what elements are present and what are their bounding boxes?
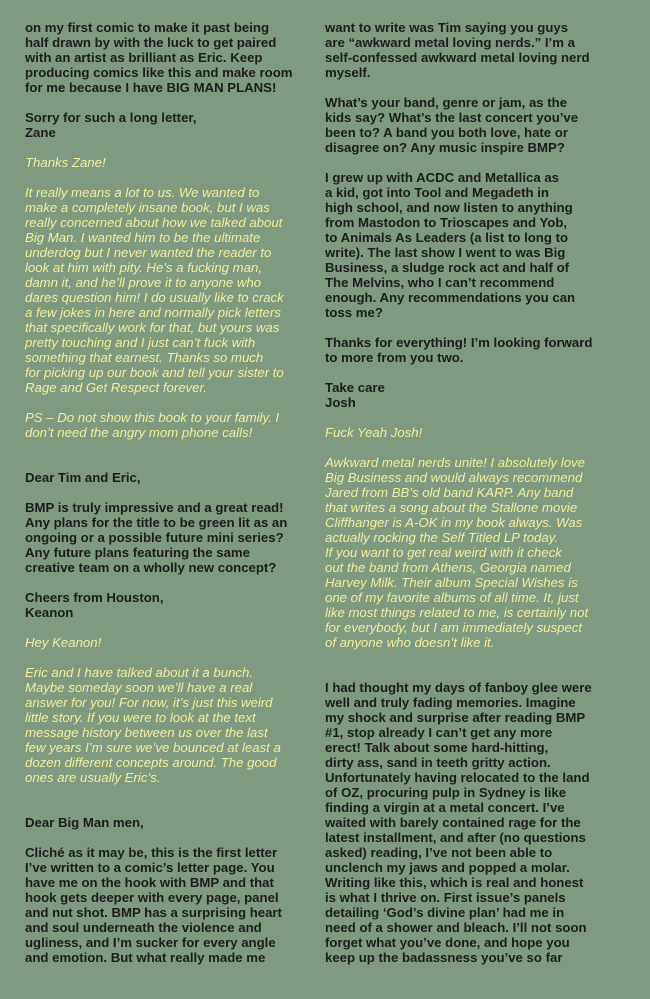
spacer	[325, 665, 607, 680]
reply-josh-body: Awkward metal nerds unite! I absolutely love Big Business and would always recommend Jared from BB’s old band KARP. Any band that writes a song about the Stallone movie Cliffhanger is A-OK in my book always. Was actually rocking the Self Titled LP today. If you want to get real weird with it check out the band from Athens, Georgia named Harvey Milk. Their album Special Wishes is one of my favorite albums of all time. It, just like most things related to me, is certainly not for everybody, but I am immediately suspect of anyone who doesn’t like it.	[325, 455, 589, 650]
reply-keanon-greeting: Hey Keanon!	[25, 635, 102, 650]
letter-josh-greeting: Dear Big Man men,	[25, 815, 144, 830]
letter-zane-signoff: Sorry for such a long letter, Zane	[25, 110, 197, 140]
reply-zane-body: It really means a lot to us. We wanted to make a completely insane book, but I was really concerned about how we talked about Big Man. I wanted him to be the ultimate underdog but I never wanted the reader to look at him with pity. He’s a fucking man, damn it, and he’ll prove it to anyone who dares question him! I do usually like to crack a few jokes in here and normally pick letters that specifically work for that, but yours was pretty touching and I just can’t fuck with something that earnest. Thanks so much for picking up our book and tell your sister to Rage and Get Respect forever.	[25, 185, 284, 395]
left-column	[25, 20, 303, 980]
letter-keanon-body: BMP is truly impressive and a great read! Any plans for the title to be green lit as an ongoing or a possible future mini series? Any future plans featuring the same creative team on a wholly new concept?	[25, 500, 288, 575]
letter-keanon-signoff: Cheers from Houston, Keanon	[25, 590, 164, 620]
letter-fanboy-body: I had thought my days of fanboy glee were well and truly fading memories. Imagine my shock and surprise after reading BMP #1, stop already I can’t get any more erect! Talk about some hard-hitting, dirty ass, sand in teeth gritty action. Unfortunately having relocated to the land of OZ, procuring pulp in Sydney is like finding a virgin at a metal concert. I’ve waited with barely contained rage for the latest installment, and after (no questions asked) reading, I’ve not been able to unclench my jaws and popped a molar. Writing like this, which is real and honest is what I thrive on. First issue’s panels detailing ‘God’s divine plan’ had me in need of a shower and bleach. I’ll not soon forget what you’ve done, and hope you keep up the badassness you’ve so far	[325, 680, 592, 965]
letter-josh-music: I grew up with ACDC and Metallica as a kid, got into Tool and Megadeth in high school, and now listen to anything from Mastodon to Trioscapes and Yob, to Animals As Leaders (a list to long to write). The last show I went to was Big Business, a sludge rock act and half of The Melvins, who I can’t recommend enough. Any recommendations you can toss me?	[325, 170, 576, 320]
letter-josh-signoff: Take care Josh	[325, 380, 385, 410]
right-column	[325, 20, 607, 980]
reply-zane-ps: PS – Do not show this book to your family. I don’t need the angry mom phone calls!	[25, 410, 280, 440]
letter-josh-body-start: Cliché as it may be, this is the first letter I’ve written to a comic’s letter page. You have me on the hook with BMP and that hook gets deeper with every page, panel and nut shot. BMP has a surprising heart and soul underneath the violence and ugliness, and I’m sucker for every angle and emotion. But what really made me	[25, 845, 282, 965]
reply-keanon-body: Eric and I have talked about it a bunch. Maybe someday soon we’ll have a real answer for you! For now, it’s just this weird little story. If you were to look at the text message history between us over the last few years I’m sure we’ve bounced at least a dozen different concepts around. The good ones are usually Eric’s.	[25, 665, 281, 785]
letter-josh-thanks: Thanks for everything! I’m looking forward to more from you two.	[325, 335, 593, 365]
letter-josh-body-cont: want to write was Tim saying you guys are “awkward metal loving nerds.” I’m a self-confessed awkward metal loving nerd myself.	[325, 20, 590, 80]
spacer	[25, 800, 303, 815]
spacer	[25, 455, 303, 470]
letter-zane-ending: on my first comic to make it past being half drawn by with the luck to get paired with an artist as brilliant as Eric. Keep producing comics like this and make room for me because I have BIG MAN PLANS!	[25, 20, 293, 95]
reply-zane-greeting: Thanks Zane!	[25, 155, 106, 170]
letter-josh-questions: What’s your band, genre or jam, as the kids say? What’s the last concert you’ve been to? A band you both love, hate or disagree on? Any music inspire BMP?	[325, 95, 579, 155]
letter-keanon-greeting: Dear Tim and Eric,	[25, 470, 141, 485]
reply-josh-greeting: Fuck Yeah Josh!	[325, 425, 423, 440]
